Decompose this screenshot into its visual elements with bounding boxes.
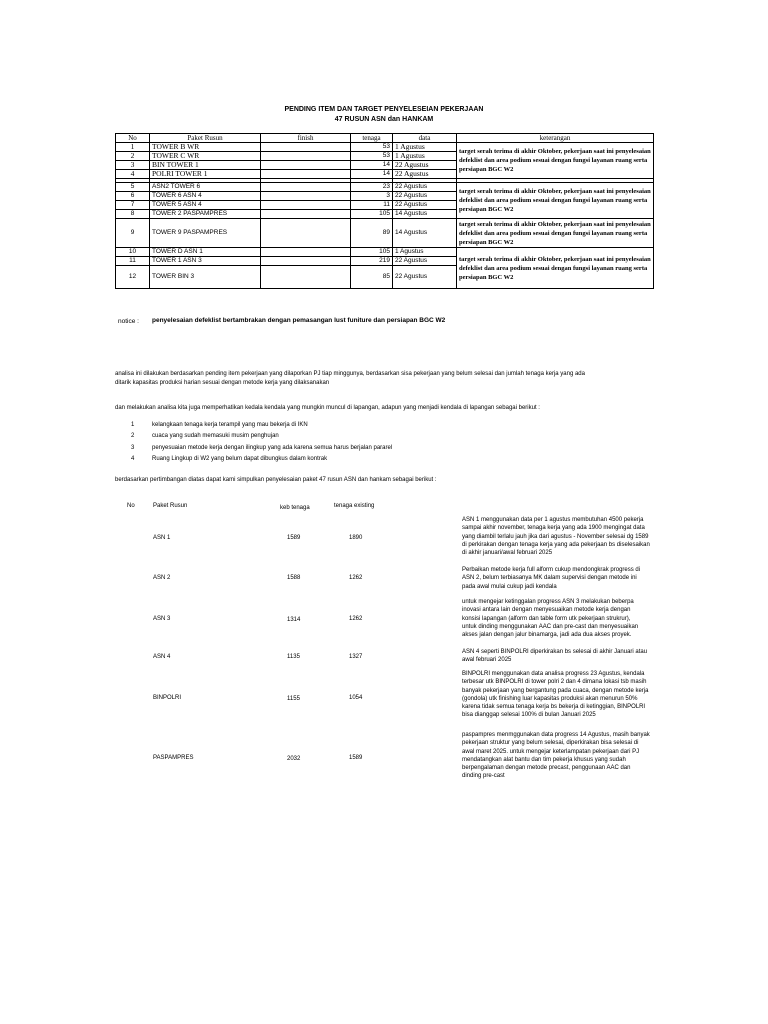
header-tenaga: tenaga bbox=[351, 134, 393, 143]
row-paket: TOWER D ASN 1 bbox=[150, 248, 261, 257]
desc-line: sampai akhir november, tenaga kerja yang ada 1900 mengingat data bbox=[462, 525, 645, 532]
t2-description bbox=[462, 516, 692, 557]
header-finish: finish bbox=[261, 134, 351, 143]
table-row bbox=[116, 248, 654, 257]
row-finish bbox=[261, 192, 351, 201]
row-no: 9 bbox=[116, 219, 150, 248]
t2-paket: PASPAMPRES bbox=[153, 755, 194, 761]
t2-paket: ASN 3 bbox=[153, 616, 171, 622]
row-finish bbox=[261, 266, 351, 289]
row-finish bbox=[261, 219, 351, 248]
analysis-kendala-intro: dan melakukan analisa kita juga memperhatikan kedala kendala yang mungkin muncul di lapangan, adapun yang menjadi kendala di lapangan sebagai berikut : bbox=[115, 405, 540, 411]
kendala-item: Ruang Lingkup di W2 yang belum dapat dibungkus dalam kontrak bbox=[152, 456, 328, 462]
desc-line: di perkirakan dengan tenaga kerja yang ada pekerjaan bs diselesaikan bbox=[462, 541, 650, 548]
row-tenaga: 11 bbox=[351, 201, 393, 210]
row-paket: ASN2 TOWER 6 bbox=[150, 183, 261, 192]
t2-description bbox=[462, 648, 692, 665]
page-subtitle: 47 RUSUN ASN dan HANKAM bbox=[334, 116, 434, 123]
row-no: 10 bbox=[116, 248, 150, 257]
row-no: 1 bbox=[116, 143, 150, 152]
row-paket: TOWER BIN 3 bbox=[150, 266, 261, 289]
row-no: 5 bbox=[116, 183, 150, 192]
row-data: 22 Agustus bbox=[393, 201, 457, 210]
pending-item-table bbox=[115, 133, 654, 289]
row-finish bbox=[261, 210, 351, 219]
kendala-item: cuaca yang sudah memasuki musim penghujan bbox=[152, 433, 279, 439]
desc-line: ASN 2, belum terbiasanya MK dalam supervisi dengan metode ini bbox=[462, 575, 637, 582]
row-data: 22 Agustus bbox=[393, 183, 457, 192]
desc-line: di akhir januari/awal februari 2025 bbox=[462, 550, 553, 557]
desc-line: pada awal mulai cukup jadi kendala bbox=[462, 583, 557, 590]
row-no: 7 bbox=[116, 201, 150, 210]
desc-line: awal februari 2025 bbox=[462, 657, 512, 664]
desc-line: ASN 1 menggunakan data per 1 agustus membutuhan 4500 pekerja bbox=[462, 517, 644, 523]
row-paket: POLRI TOWER 1 bbox=[150, 170, 261, 179]
t2-tenaga-existing: 1262 bbox=[349, 616, 363, 622]
row-paket: BIN TOWER 1 bbox=[150, 161, 261, 170]
row-finish bbox=[261, 161, 351, 170]
t2-keb-tenaga: 1314 bbox=[287, 617, 301, 623]
row-tenaga: 89 bbox=[351, 219, 393, 248]
t2-description bbox=[462, 670, 692, 720]
desc-line: terbesar utk BINPOLRI di tower polri 2 dan 4 dimana lokasi tsb masih bbox=[462, 679, 647, 686]
notice-text: penyelesaian defeklist bertambrakan dengan pemasangan lust funiture dan persiapan BGC W2 bbox=[152, 317, 446, 324]
desc-line: Perbaikan metode kerja full alform cukup mendongkrak progress di bbox=[462, 567, 641, 573]
row-finish bbox=[261, 143, 351, 152]
row-tenaga: 53 bbox=[351, 143, 393, 152]
row-tenaga: 105 bbox=[351, 248, 393, 257]
header-keterangan: keterangan bbox=[457, 134, 654, 143]
kendala-number: 2 bbox=[131, 433, 135, 439]
row-no: 12 bbox=[116, 266, 150, 289]
row-data: 22 Agustus bbox=[393, 170, 457, 179]
desc-line: BINPOLRI menggunakan data analisa progress 23 Agustus, kendala bbox=[462, 671, 645, 677]
row-paket: TOWER 1 ASN 3 bbox=[150, 257, 261, 266]
row-data: 22 Agustus bbox=[393, 161, 457, 170]
row-finish bbox=[261, 183, 351, 192]
desc-line: untuk dinding menggunakan AAC dan pre-cast dan menyesuaikan bbox=[462, 623, 639, 630]
row-tenaga: 3 bbox=[351, 192, 393, 201]
row-paket: TOWER 6 ASN 4 bbox=[150, 192, 261, 201]
t2-description bbox=[462, 598, 692, 639]
t2-keb-tenaga: 2032 bbox=[287, 756, 301, 762]
t2-header-tenaga-existing: tenaga existing bbox=[334, 503, 375, 509]
desc-line: konsisi lapangan (alform dan table form utk pekerjaan strukrur), bbox=[462, 615, 631, 622]
t2-description bbox=[462, 566, 692, 591]
row-data: 1 Agustus bbox=[393, 248, 457, 257]
row-tenaga: 105 bbox=[351, 210, 393, 219]
row-tenaga: 53 bbox=[351, 152, 393, 161]
row-no: 4 bbox=[116, 170, 150, 179]
kendala-number: 4 bbox=[131, 456, 135, 462]
row-keterangan: target serah terima di akhir Oktober, pekerjaan saat ini penyelesaian defeklist dan area podium sesuai dengan fungsi layanan ruang serta persiapan BGC W2 bbox=[457, 143, 654, 179]
row-tenaga: 219 bbox=[351, 257, 393, 266]
row-no: 6 bbox=[116, 192, 150, 201]
desc-line: ASN 4 seperti BINPOLRI diperkirakan bs selesai di akhir Januari atau bbox=[462, 649, 648, 655]
row-no: 2 bbox=[116, 152, 150, 161]
kendala-item: penyesuaian metode kerja dengan ilingkup yang ada karena semua harus berjalan pararel bbox=[152, 445, 393, 451]
row-data: 1 Agustus bbox=[393, 143, 457, 152]
row-finish bbox=[261, 170, 351, 179]
row-tenaga: 23 bbox=[351, 183, 393, 192]
t2-paket: BINPOLRI bbox=[153, 695, 182, 701]
row-tenaga: 14 bbox=[351, 161, 393, 170]
row-tenaga: 85 bbox=[351, 266, 393, 289]
desc-line: bisa dianggap selesai 100% di bulan Januari 2025 bbox=[462, 712, 596, 719]
analysis-line-1: analisa ini dilakukan berdasarkan pending item pekerjaan yang dilaporkan PJ tiap minggunya, berdasarkan sisa pekerjaan yang belum selesai dan jumlah tenaga kerja yang ada bbox=[115, 371, 585, 377]
header-no: No bbox=[116, 134, 150, 143]
header-paket: Paket Rusun bbox=[150, 134, 261, 143]
desc-line: paspampres menmggunakan data progress 14 Agustus, masih banyak bbox=[462, 732, 650, 738]
t2-description bbox=[462, 731, 692, 781]
row-keterangan: target serah terima di akhir Oktober, pekerjaan saat ini penyelesaian defeklist dan area podium sesuai dengan fungsi layanan ruang serta persiapan BGC W2 bbox=[457, 183, 654, 219]
kendala-number: 3 bbox=[131, 445, 135, 451]
row-finish bbox=[261, 257, 351, 266]
row-paket: TOWER 5 ASN 4 bbox=[150, 201, 261, 210]
t2-paket: ASN 4 bbox=[153, 654, 171, 660]
desc-line: inovasi antara lain dengan menyesuaikan metode kerja dengan bbox=[462, 607, 631, 614]
row-data: 22 Agustus bbox=[393, 257, 457, 266]
row-no: 11 bbox=[116, 257, 150, 266]
row-keterangan: target serah terima di akhir Oktober, pekerjaan saat ini penyelesaian defeklist dan area podium sesuai dengan fungsi layanan ruang serta persiapan BGC W2 bbox=[457, 219, 654, 248]
desc-line: berpengalaman dengan metode precast, penggunaan AAC dan bbox=[462, 765, 631, 772]
table-row bbox=[116, 219, 654, 248]
kendala-number: 1 bbox=[131, 422, 135, 428]
row-paket: TOWER C WR bbox=[150, 152, 261, 161]
desc-line: awal maret 2025. untuk mengejar keterlampatan pekerjaan dari PJ bbox=[462, 748, 640, 755]
t2-header-keb-tenaga: keb tenaga bbox=[280, 505, 310, 511]
row-paket: TOWER 9 PASPAMPRES bbox=[150, 219, 261, 248]
desc-line: karena tidak semua tenaga kerja bs bekerja di ketinggian, BINPOLRI bbox=[462, 704, 646, 711]
row-no: 3 bbox=[116, 161, 150, 170]
t2-keb-tenaga: 1589 bbox=[287, 535, 301, 541]
t2-paket: ASN 2 bbox=[153, 575, 171, 581]
t2-tenaga-existing: 1262 bbox=[349, 575, 363, 581]
page-title: PENDING ITEM DAN TARGET PENYELESEIAN PEKERJAAN bbox=[284, 106, 484, 113]
t2-keb-tenaga: 1588 bbox=[287, 575, 301, 581]
t2-tenaga-existing: 1890 bbox=[349, 535, 363, 541]
desc-line: yang diambil terlalu jauh jika dari agustus - November selesai dg 1589 bbox=[462, 533, 649, 540]
t2-header-paket: Paket Rusun bbox=[153, 503, 188, 509]
t2-tenaga-existing: 1327 bbox=[349, 654, 363, 660]
t2-header-no: No bbox=[127, 503, 135, 509]
header-data: data bbox=[393, 134, 457, 143]
row-paket: TOWER 2 PASPAMPRES bbox=[150, 210, 261, 219]
desc-line: akses jalan dengan jalur binamarga, jadi ada dua akses proyek. bbox=[462, 632, 632, 639]
t2-tenaga-existing: 1054 bbox=[349, 695, 363, 701]
row-data: 14 Agustus bbox=[393, 210, 457, 219]
t2-keb-tenaga: 1155 bbox=[287, 696, 300, 702]
table-row bbox=[116, 143, 654, 152]
row-paket: TOWER B WR bbox=[150, 143, 261, 152]
desc-line: (gondola) utk finishing luar kapasitas produksi akan menurun 50% bbox=[462, 695, 638, 702]
analysis-line-2: ditarik kapasitas produksi harian sesuai dengan metode kerja yang dilaksanakan bbox=[115, 380, 330, 386]
desc-line: untuk mengejar ketinggalan progress ASN 3 melakukan beberpa bbox=[462, 599, 634, 605]
desc-line: mendatangkan alat bantu dan tim pekerja khusus yang sudah bbox=[462, 756, 626, 763]
row-data: 22 Agustus bbox=[393, 192, 457, 201]
table-header-row bbox=[116, 134, 654, 143]
t2-paket: ASN 1 bbox=[153, 535, 171, 541]
row-finish bbox=[261, 152, 351, 161]
row-keterangan: target serah terima di akhir Oktober, pekerjaan saat ini penyelesaian defeklist dan area podium sesuai dengan fungsi layanan ruang serta persiapan BGC W2 bbox=[457, 248, 654, 289]
row-finish bbox=[261, 201, 351, 210]
row-tenaga: 14 bbox=[351, 170, 393, 179]
notice-label: notice : bbox=[118, 318, 139, 325]
desc-line: dinding pre-cast bbox=[462, 773, 505, 780]
table-row bbox=[116, 183, 654, 192]
row-data: 1 Agustus bbox=[393, 152, 457, 161]
row-finish bbox=[261, 248, 351, 257]
desc-line: pekerjaan struktur yang belum selesai, diperkirakan bisa selesai di bbox=[462, 740, 639, 747]
row-data: 22 Agustus bbox=[393, 266, 457, 289]
desc-line: banyak pekerjaan yang bergantung pada cuaca, dengan metode kerja bbox=[462, 687, 649, 694]
t2-tenaga-existing: 1589 bbox=[349, 755, 363, 761]
row-no: 8 bbox=[116, 210, 150, 219]
conclusion-intro: berdasarkan pertimbangan diatas dapat kami simpulkan penyelesaian paket 47 rusun ASN dan hankam sebagai berikut : bbox=[115, 477, 437, 483]
row-data: 14 Agustus bbox=[393, 219, 457, 248]
t2-keb-tenaga: 1135 bbox=[287, 654, 300, 660]
kendala-item: kelangkaan tenaga kerja terampil yang mau bekerja di IKN bbox=[152, 422, 308, 428]
